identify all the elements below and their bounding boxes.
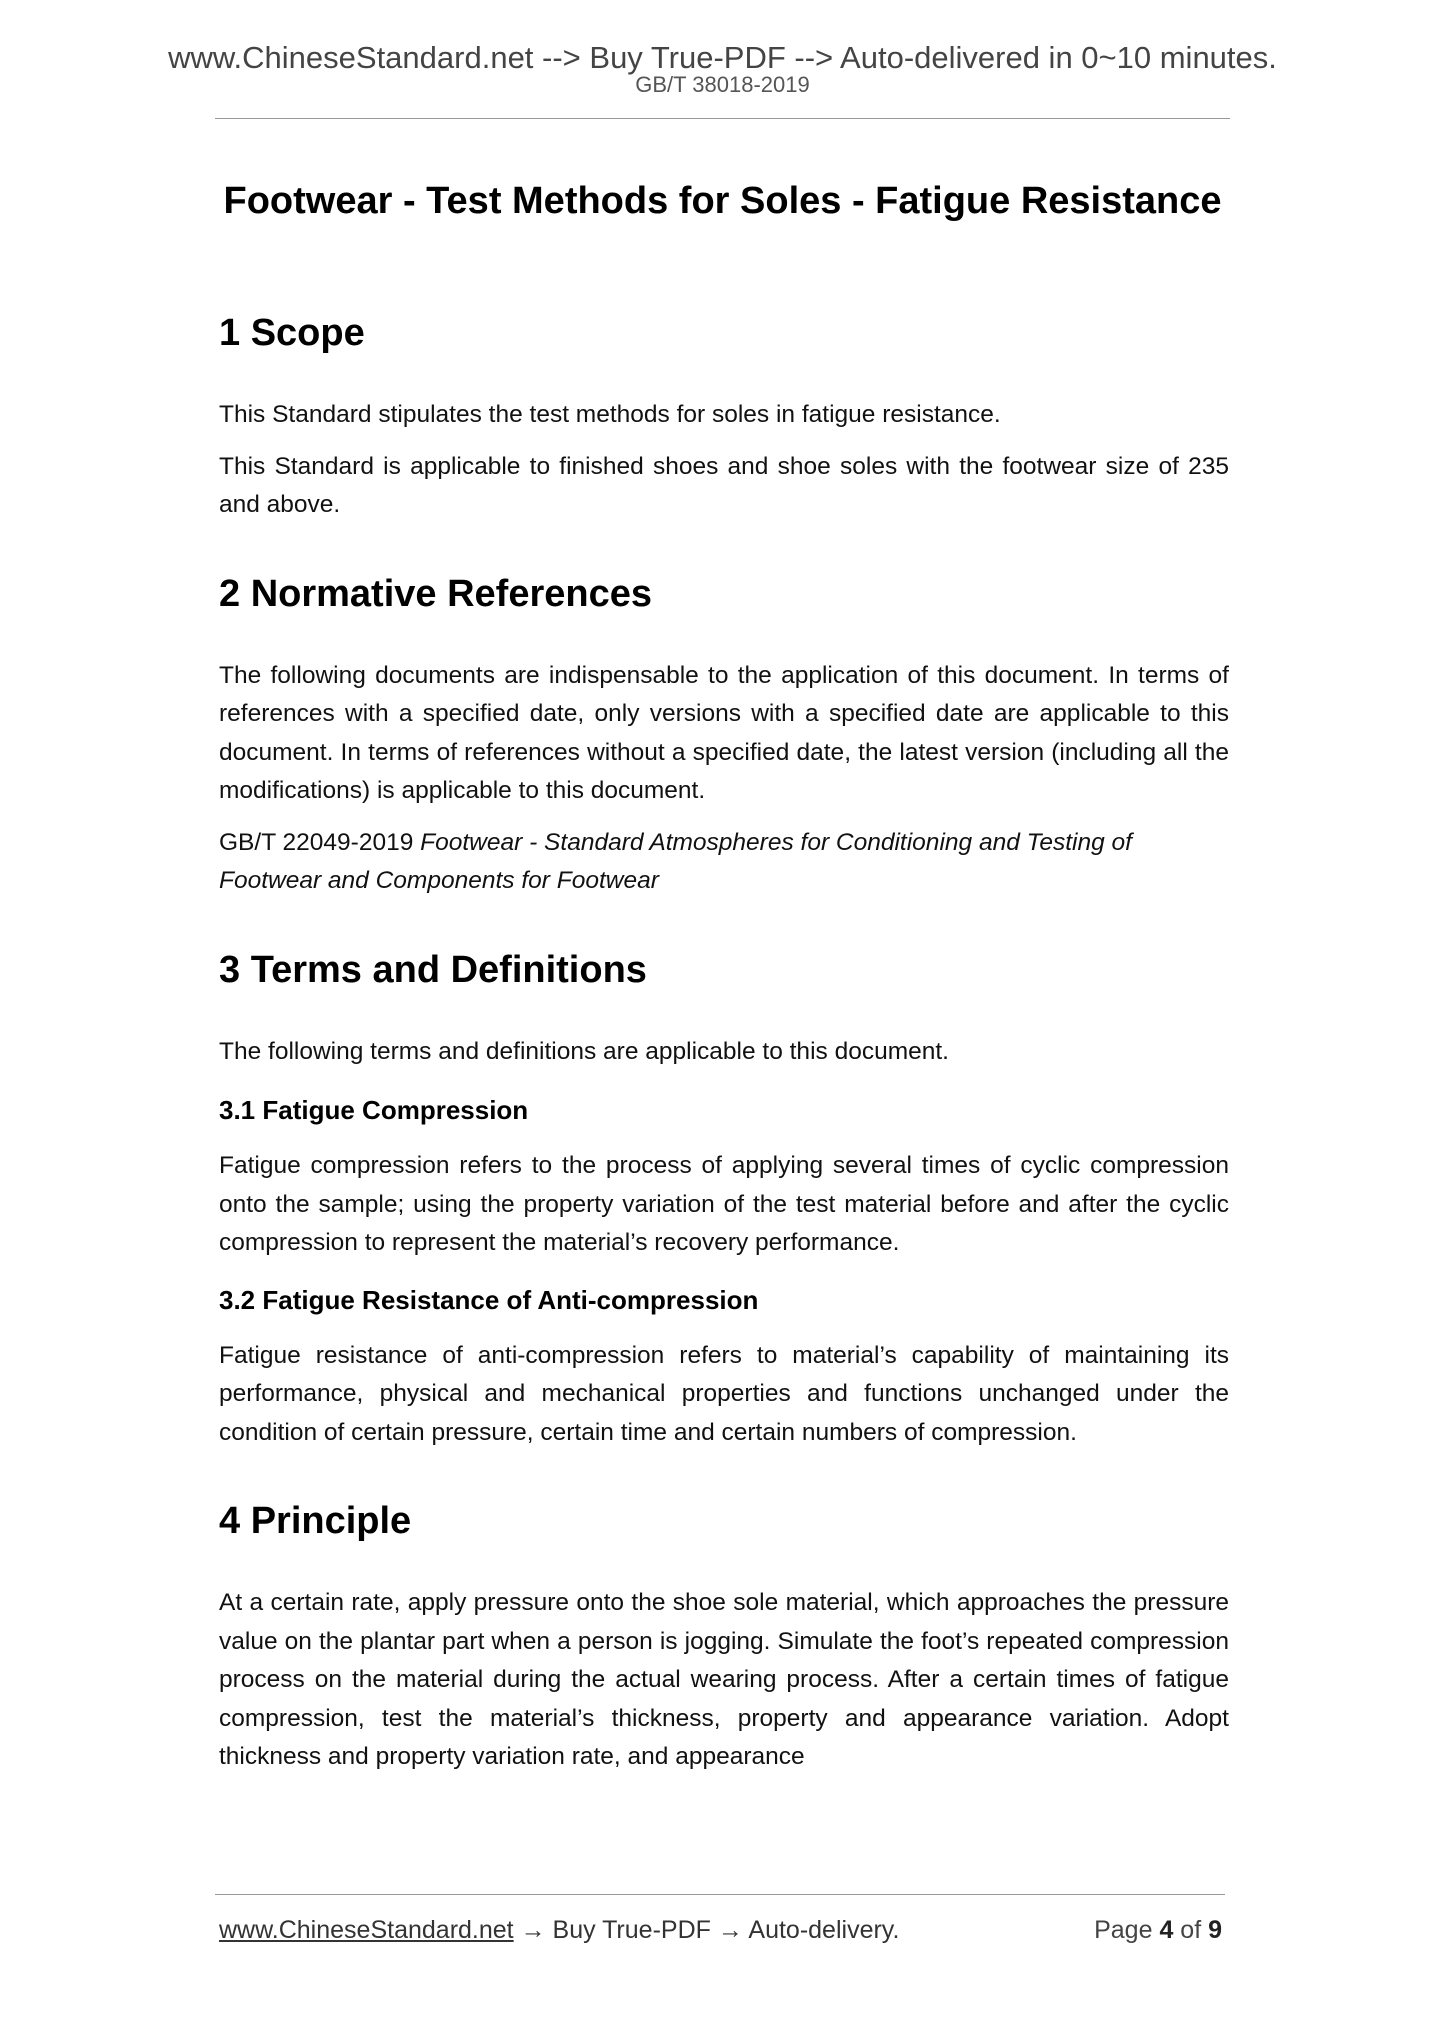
section-heading-principle: 4 Principle: [219, 1500, 412, 1542]
reference-code: GB/T 22049-2019: [219, 828, 414, 856]
footer-promo: [219, 1914, 899, 1946]
normative-paragraph: The following documents are indispensable to the application of this document. In terms of references with a specified date, only versions with a specified date are applicable to this document. In terms of references without a specified date, the latest version (including all the modifications) is applicable to this document.: [219, 661, 1229, 804]
scope-paragraph-1: This Standard stipulates the test methods for soles in fatigue resistance.: [219, 401, 1001, 428]
document-title: Footwear - Test Methods for Soles - Fatigue Resistance: [223, 180, 1222, 222]
section-heading-normative-references: 2 Normative References: [219, 572, 652, 615]
term-definition-fatigue-resistance: Fatigue resistance of anti-compression refers to material’s capability of maintaining its performance, physical and mechanical properties and functions unchanged under the condition of certain pressure, certain time and certain numbers of compression.: [219, 1341, 1229, 1446]
reference-title: Footwear - Standard Atmospheres for Conditioning and Testing of Footwear and Components for Footwear: [219, 828, 1132, 894]
term-heading-fatigue-compression: 3.1 Fatigue Compression: [219, 1095, 529, 1125]
header-divider: [215, 118, 1230, 119]
normative-reference-entry: [219, 824, 1229, 901]
document-body: [219, 310, 1229, 1777]
footer-site-link[interactable]: www.ChineseStandard.net: [219, 1916, 514, 1944]
term-definition-fatigue-compression: Fatigue compression refers to the process of applying several times of cyclic compression onto the sample; using the property variation of the test material before and after the cyclic compression to represent the material’s recovery performance.: [219, 1152, 1229, 1256]
scope-paragraph-2: This Standard is applicable to finished shoes and shoe soles with the footwear size of 235 and above.: [219, 452, 1229, 518]
footer-divider: [215, 1894, 1225, 1895]
section-heading-scope: 1 Scope: [219, 312, 365, 354]
page-indicator: Page 4 of 9: [1094, 1916, 1222, 1944]
terms-intro: The following terms and definitions are applicable to this document.: [219, 1037, 949, 1065]
document-number: GB/T 38018-2019: [635, 72, 810, 97]
promo-banner: www.ChineseStandard.net --> Buy True-PDF --> Auto-delivered in 0~10 minutes.: [168, 40, 1277, 75]
principle-paragraph: At a certain rate, apply pressure onto the shoe sole material, which approaches the pressure value on the plantar part when a person is jogging. Simulate the foot’s repeated compression process on the material during the actual wearing process. After a certain times of fatigue compression, test the material’s thickness, property and appearance variation. Adopt thickness and property variation rate, and appearance: [219, 1589, 1229, 1770]
total-pages: 9: [1208, 1916, 1222, 1944]
term-heading-fatigue-resistance: 3.2 Fatigue Resistance of Anti-compression: [219, 1284, 759, 1315]
footer-promo-text: → Buy True-PDF → Auto-delivery.: [513, 1916, 900, 1944]
current-page: 4: [1159, 1916, 1174, 1944]
section-heading-terms: 3 Terms and Definitions: [219, 948, 647, 991]
